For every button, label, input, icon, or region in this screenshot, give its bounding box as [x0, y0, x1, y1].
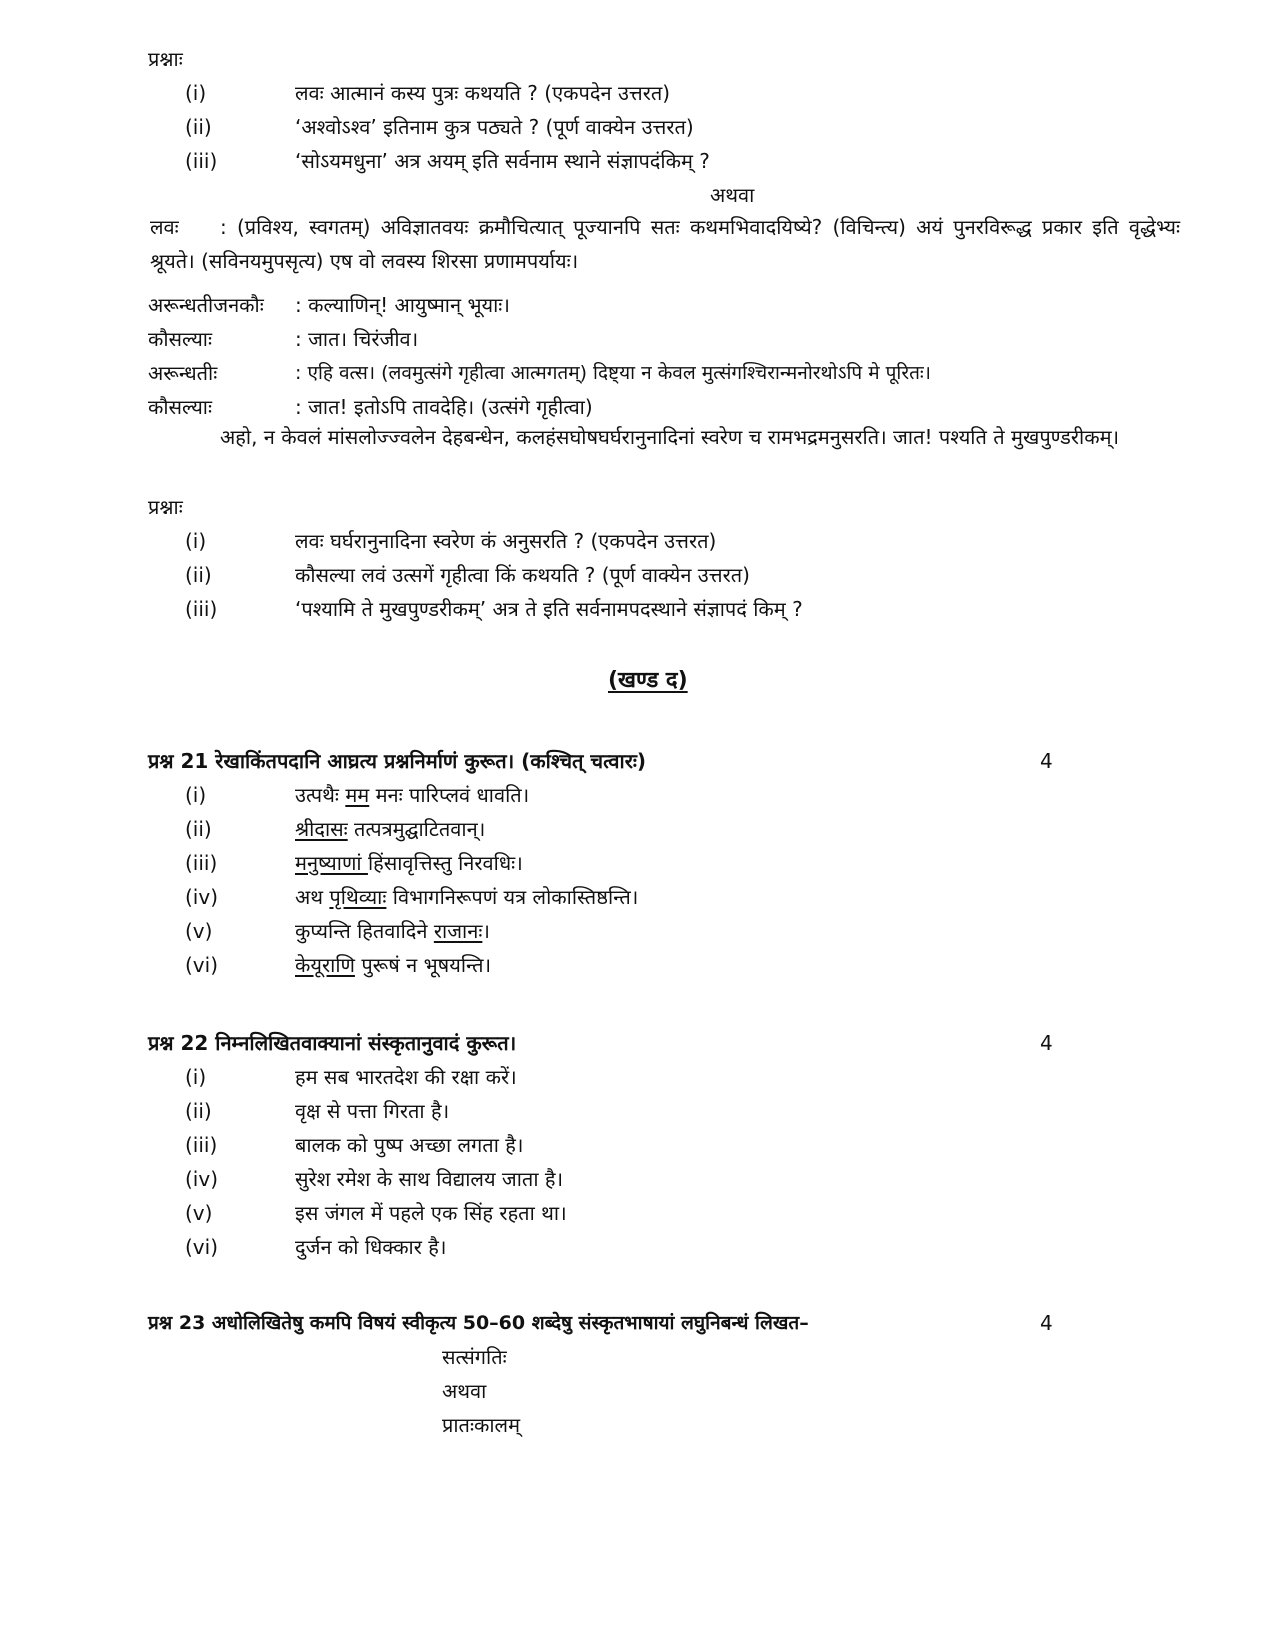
speaker-name: अरून्धतीजनकौः: [148, 293, 264, 317]
essay-topic: प्रातःकालम्: [442, 1413, 521, 1437]
speech-text: : (प्रविश्य, स्वगतम्) अविज्ञातवयः क्रमौचित्यात् पूज्यानपि सतः कथमभिवादयिष्ये? (विचिन्त्य) अयं पुनरविरूद्ध प्रकार इति वृद्धेभ्यः श्रूयते। (सविनयमुपसृत्य) एष वो लवस्य शिरसा प्रणामपर्यायः।: [150, 215, 1180, 273]
q22-item: दुर्जन को धिक्कार है।: [295, 1235, 447, 1259]
speech-text: : जात। चिरंजीव।: [295, 327, 419, 351]
underlined-word: मनुष्याणां: [295, 851, 368, 875]
item-number: (ii): [185, 817, 212, 841]
prashna-label: प्रश्नाः: [148, 495, 183, 519]
athava-divider: अथवा: [710, 183, 755, 207]
question-text: ‘सोऽयमधुना’ अत्र अयम् इति सर्वनाम स्थाने संज्ञापदंकिम् ?: [295, 149, 710, 173]
q21-item: श्रीदासः तत्पत्रमुद्घाटितवान्।: [295, 817, 486, 841]
question-number: (ii): [185, 115, 212, 139]
question-text: लवः आत्मानं कस्य पुत्रः कथयति ? (एकपदेन उत्तरत): [295, 81, 671, 105]
q21-heading: प्रश्न 21 रेखाकिंतपदानि आघ्रत्य प्रश्ननिर्माणं कुरूत। (कश्चित् चत्वारः): [148, 749, 647, 773]
underlined-word: पृथिव्याः: [329, 885, 387, 909]
q23-heading: प्रश्न 23 अधोलिखितेषु कमपि विषयं स्वीकृत्य 50–60 शब्देषु संस्कृतभाषायां लघुनिबन्धं लिखत–: [148, 1312, 809, 1334]
q21-item: केयूराणि पुरूषं न भूषयन्ति।: [295, 953, 492, 977]
lava-speech: [150, 210, 1180, 278]
item-number: (iii): [185, 851, 218, 875]
q21-item: मनुष्याणां हिंसावृत्तिस्तु निरवधिः।: [295, 851, 523, 875]
item-number: (i): [185, 783, 207, 807]
item-number: (ii): [185, 1099, 212, 1123]
item-number: (v): [185, 919, 213, 943]
essay-topic: सत्संगतिः: [442, 1345, 507, 1369]
speech-text: : कल्याणिन्! आयुष्मान् भूयाः।: [295, 293, 510, 317]
item-number: (i): [185, 1065, 207, 1089]
question-text: ‘अश्वोऽश्व’ इतिनाम कुत्र पठ्यते ? (पूर्ण वाक्येन उत्तरत): [295, 115, 694, 139]
aho-paragraph: अहो, न केवलं मांसलोज्ज्वलेन देहबन्धेन, कलहंसघोषघर्घरानुनादिनां स्वरेण च रामभद्रमनुसरति। जात! पश्यति ते मुखपुण्डरीकम्।: [220, 425, 1120, 449]
question-number: (iii): [185, 149, 218, 173]
q23-marks: 4: [1040, 1311, 1053, 1335]
q22-marks: 4: [1040, 1031, 1053, 1055]
q22-item: सुरेश रमेश के साथ विद्यालय जाता है।: [295, 1167, 564, 1191]
q22-item: हम सब भारतदेश की रक्षा करें।: [295, 1065, 517, 1089]
question-number: (iii): [185, 597, 218, 621]
underlined-word: राजानः: [433, 919, 483, 943]
q21-item: अथ पृथिव्याः विभागनिरूपणं यत्र लोकास्तिष्ठन्ति।: [295, 885, 639, 909]
item-number: (vi): [185, 953, 218, 977]
q22-item: वृक्ष से पत्ता गिरता है।: [295, 1099, 450, 1123]
speaker-name: अरून्धतीः: [148, 361, 218, 385]
speech-text: : जात! इतोऽपि तावदेहि। (उत्संगे गृहीत्वा): [295, 395, 593, 419]
speaker-name: कौसल्याः: [148, 327, 213, 351]
q21-item: उत्पथैः मम मनः पारिप्लवं धावति।: [295, 783, 530, 807]
question-text: ‘पश्यामि ते मुखपुण्डरीकम्’ अत्र ते इति सर्वनामपदस्थाने संज्ञापदं किम् ?: [295, 597, 803, 621]
underlined-word: श्रीदासः: [295, 817, 348, 841]
question-number: (ii): [185, 563, 212, 587]
question-text: कौसल्या लवं उत्सगें गृहीत्वा किं कथयति ? (पूर्ण वाक्येन उत्तरत): [295, 563, 750, 587]
underlined-word: मम: [345, 783, 370, 807]
underlined-word: केयूराणि: [295, 953, 355, 977]
q22-item: इस जंगल में पहले एक सिंह रहता था।: [295, 1201, 567, 1225]
item-number: (iv): [185, 1167, 218, 1191]
section-title: (खण्ड द): [608, 668, 688, 693]
speaker-name: कौसल्याः: [148, 395, 213, 419]
q21-item: कुप्यन्ति हितवादिने राजानः।: [295, 919, 490, 943]
item-number: (v): [185, 1201, 213, 1225]
question-text: लवः घर्घरानुनादिना स्वरेण कं अनुसरति ? (एकपदेन उत्तरत): [295, 529, 717, 553]
q21-marks: 4: [1040, 749, 1053, 773]
prashna-label: प्रश्नाः: [148, 47, 183, 71]
athava-divider: अथवा: [442, 1379, 487, 1403]
question-number: (i): [185, 81, 207, 105]
question-number: (i): [185, 529, 207, 553]
item-number: (iii): [185, 1133, 218, 1157]
item-number: (vi): [185, 1235, 218, 1259]
speech-text: : एहि वत्स। (लवमुत्संगे गृहीत्वा आत्मगतम्) दिष्ट्या न केवल मुत्संगश्चिरान्मनोरथोऽपि मे पूरितः।: [295, 362, 931, 384]
item-number: (iv): [185, 885, 218, 909]
speaker-name: लवः: [150, 215, 179, 239]
q22-item: बालक को पुष्प अच्छा लगता है।: [295, 1133, 524, 1157]
q22-heading: प्रश्न 22 निम्नलिखितवाक्यानां संस्कृतानुवादं कुरूत।: [148, 1031, 517, 1055]
